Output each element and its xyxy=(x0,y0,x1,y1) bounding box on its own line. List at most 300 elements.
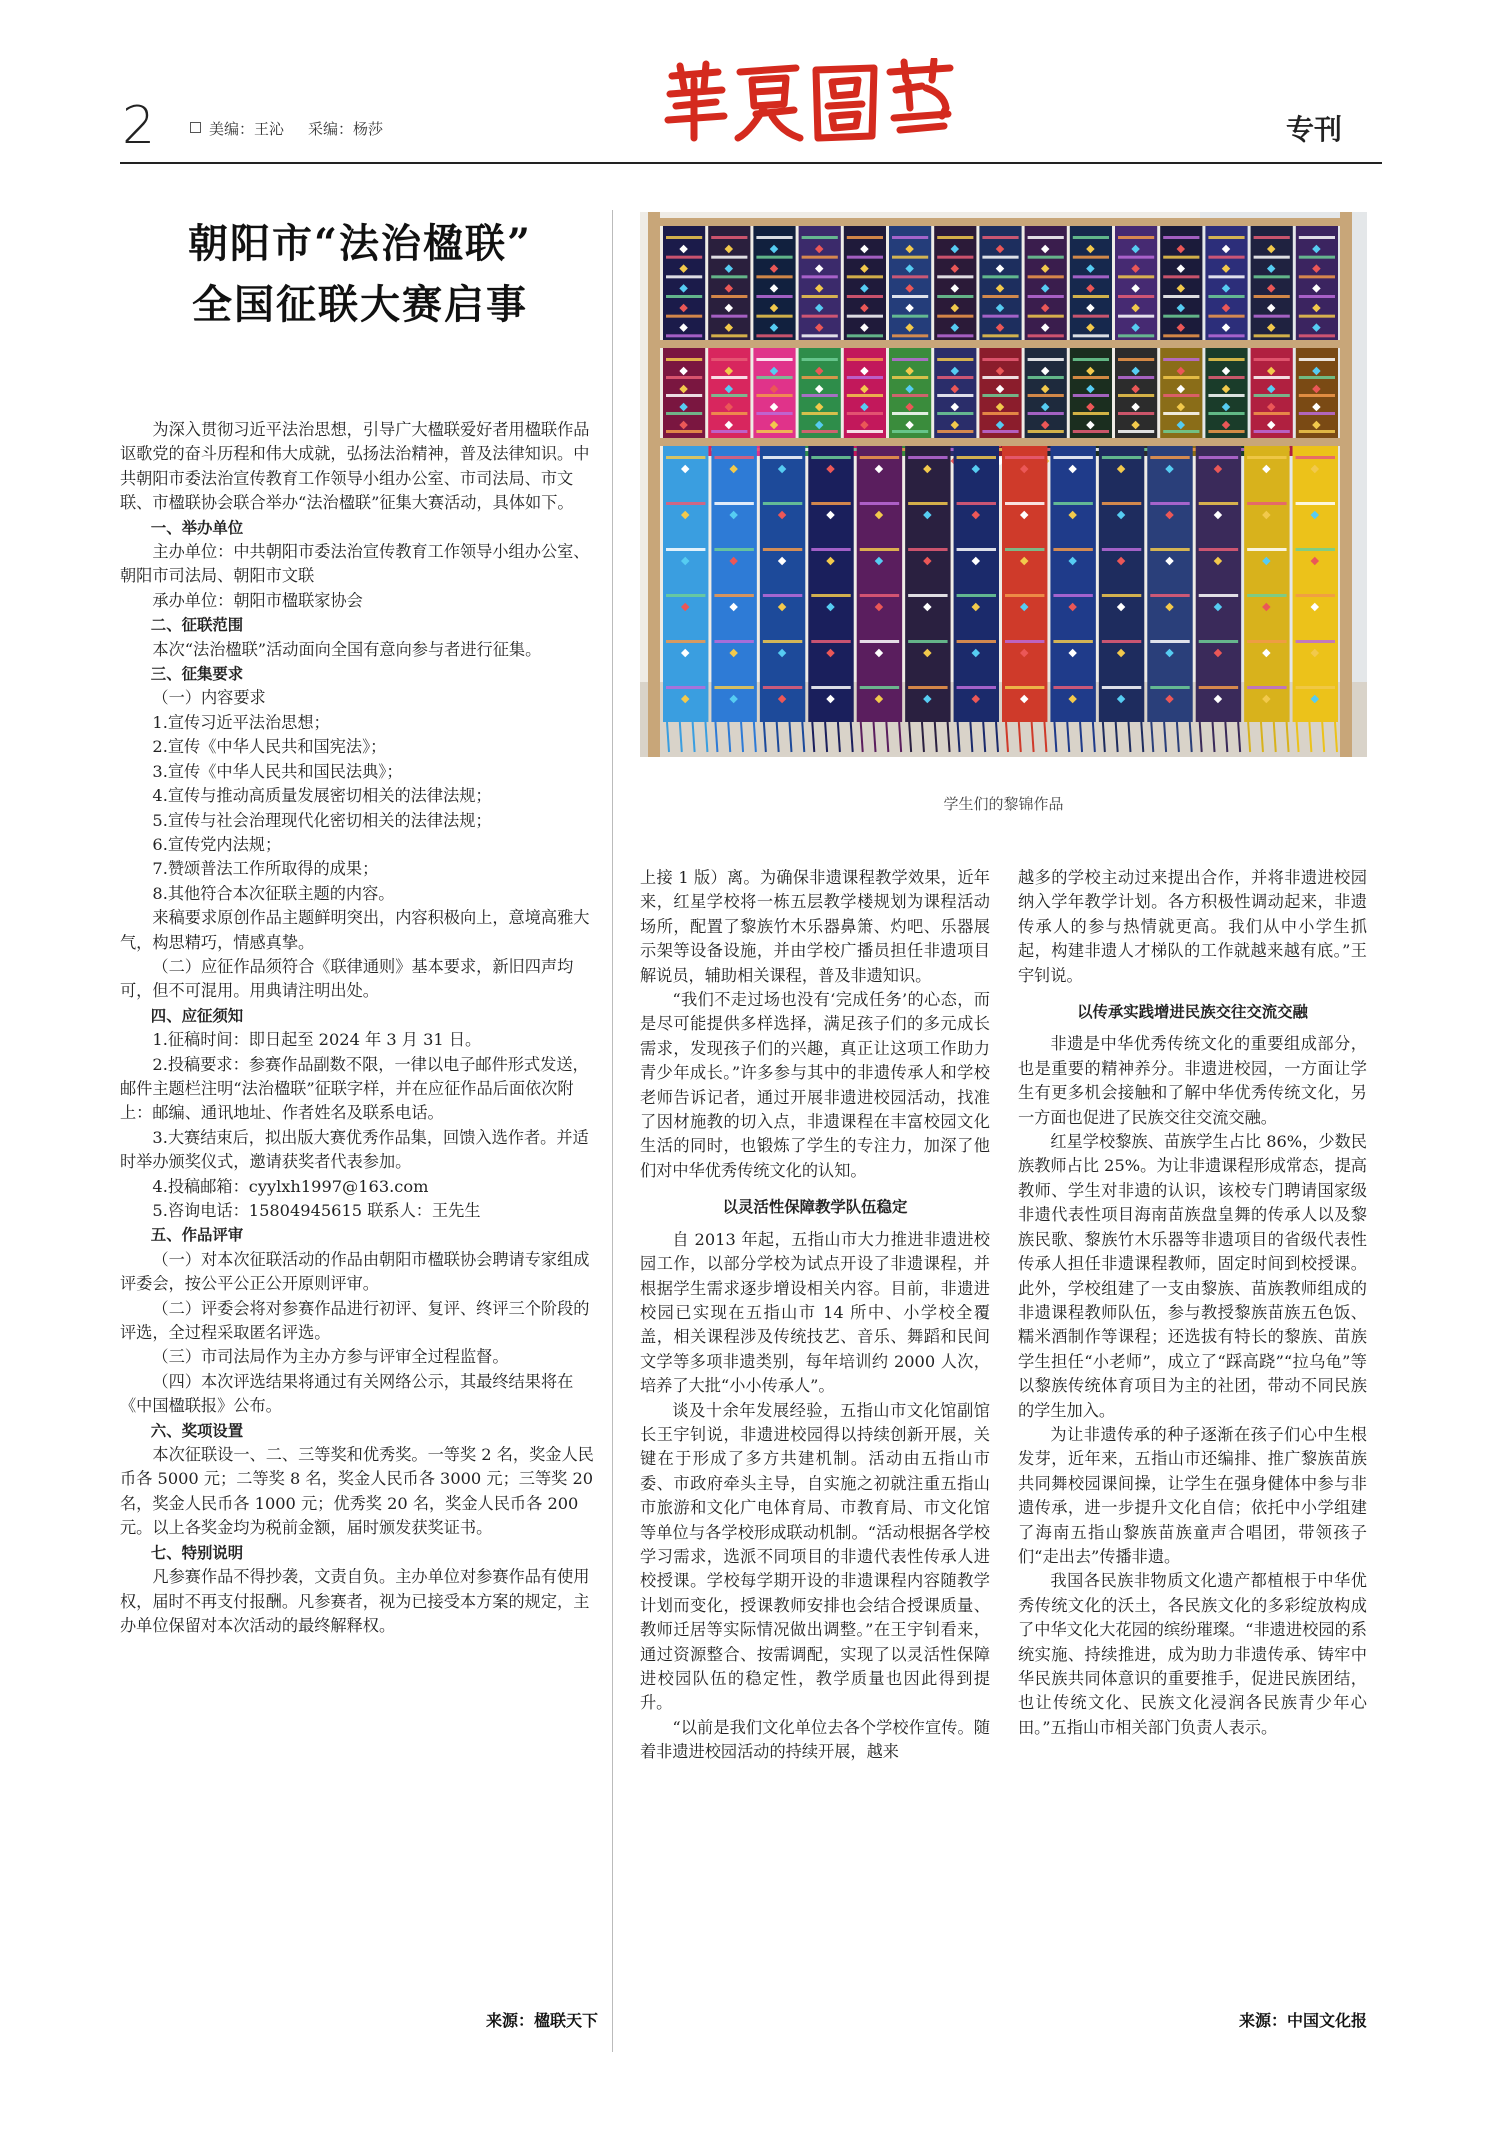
brocade-strip xyxy=(1293,446,1338,722)
brocade-pattern-band xyxy=(937,256,973,259)
brocade-pattern-band xyxy=(1118,275,1154,278)
paragraph: 我国各民族非物质文化遗产都植根于中华优秀传统文化的沃土，各民族文化的多彩绽放构成了中华文化大花园的缤纷璀璨。“非遗进校园的系统实施、持续推进，成为助力非遗传承、铸牢中华民族共同体意识的重要推手，促进民族团结，也让传统文化、民族文化浸润各民族青少年心田。”五指山市相关部门负责人表示。 xyxy=(1018,1571,1367,1737)
brocade-pattern-band xyxy=(1028,376,1064,379)
brocade-pattern-band xyxy=(1073,236,1109,239)
brocade-pattern-band xyxy=(1299,256,1335,259)
paragraph: 越多的学校主动过来提出合作，并将非遗进校园纳入学年教学计划。各方积极性调动起来，非遗传承人的参与热情就更高。我们从中小学生抓起，构建非遗人才梯队的工作就越来越有底。”王宇钊说。 xyxy=(1018,868,1367,985)
brocade-pattern-band xyxy=(714,686,753,689)
list-item: 4.投稿邮箱：cyylxh1997@163.com xyxy=(152,1176,429,1196)
brocade-pattern-band xyxy=(666,358,702,361)
brocade-pattern-band xyxy=(1254,358,1290,361)
brocade-pattern-band xyxy=(908,548,947,551)
brocade-pattern-band xyxy=(756,256,792,259)
brocade-strip xyxy=(711,446,756,722)
list-item: 7.赞颂普法工作所取得的成果； xyxy=(152,859,379,879)
brocade-pattern-band xyxy=(908,686,947,689)
list-item: 8.其他符合本次征联主题的内容。 xyxy=(152,883,395,903)
brocade-pattern-band xyxy=(892,236,928,239)
brocade-pattern-band xyxy=(982,275,1018,278)
brocade-pattern-band xyxy=(1299,358,1335,361)
brocade-pattern-band xyxy=(847,295,883,298)
list-item: （一）对本次征联活动的作品由朝阳市楹联协会聘请专家组成评委会，按公平公正公开原则评审。 xyxy=(120,1249,590,1294)
brocade-pattern-band xyxy=(756,430,792,433)
brocade-pattern-band xyxy=(860,502,899,505)
brocade-pattern-band xyxy=(937,334,973,337)
brocade-pattern-band xyxy=(957,594,996,597)
paragraph: 凡参赛作品不得抄袭，文责自负。主办单位对参赛作品有使用权，届时不再支付报酬。凡参赛者，视为已接受本方案的规定，主办单位保留对本次活动的最终解释权。 xyxy=(120,1567,590,1635)
paragraph: 本次“法治楹联”活动面向全国有意向参与者进行征集。 xyxy=(152,639,542,659)
brocade-pattern-band xyxy=(666,594,705,597)
brocade-pattern-band xyxy=(1254,412,1290,415)
brocade-pattern-band xyxy=(711,315,747,318)
brocade-pattern-band xyxy=(1163,430,1199,433)
masthead-calligraphy-icon xyxy=(660,58,960,142)
editor: 采编：杨莎 xyxy=(308,120,384,138)
brocade-strip xyxy=(808,446,853,722)
left-article-title-line2: 全国征联大赛启事 xyxy=(192,281,528,328)
brocade-pattern-band xyxy=(763,548,802,551)
section-heading: 七、特别说明 xyxy=(150,1543,244,1562)
brocade-pattern-band xyxy=(802,334,838,337)
paragraph: “我们不走过场也没有‘完成任务’的心态，而是尽可能提供多样选择，满足孩子们的多元成长需求，发现孩子们的兴趣，真正让这项工作助力青少年成长。”许多参与其中的非遗传承人和学校老师告诉记者，通过开展非遗进校园活动，找准了因材施教的切入点，非遗课程在丰富校园文化生活的同时，也锻炼了学生的专注力，加深了他们对中华优秀传统文化的认知。 xyxy=(640,990,990,1180)
brocade-pattern-band xyxy=(1163,358,1199,361)
brocade-pattern-band xyxy=(908,640,947,643)
brocade-pattern-band xyxy=(1118,295,1154,298)
brocade-pattern-band xyxy=(666,256,702,259)
brocade-pattern-band xyxy=(763,686,802,689)
brocade-pattern-band xyxy=(802,412,838,415)
brocade-pattern-band xyxy=(937,412,973,415)
brocade-pattern-band xyxy=(1299,412,1335,415)
brocade-pattern-band xyxy=(1199,594,1238,597)
section-label: 专刊 xyxy=(1286,113,1343,146)
brocade-pattern-band xyxy=(666,315,702,318)
brocade-pattern-band xyxy=(1254,256,1290,259)
brocade-pattern-band xyxy=(1150,502,1189,505)
brocade-pattern-band xyxy=(1163,275,1199,278)
brocade-pattern-band xyxy=(1005,456,1044,459)
brocade-pattern-band xyxy=(1073,430,1109,433)
brocade-pattern-band xyxy=(937,358,973,361)
brocade-pattern-band xyxy=(811,594,850,597)
paragraph: 来稿要求原创作品主题鲜明突出，内容积极向上，意境高雅大气，构思精巧，情感真挚。 xyxy=(120,908,590,952)
brocade-pattern-band xyxy=(666,275,702,278)
intro-paragraph: 为深入贯彻习近平法治思想，引导广大楹联爱好者用楹联作品讴歌党的奋斗历程和伟大成就，弘扬法治精神，普及法律知识。中共朝阳市委法治宣传教育工作领导小组办公室、市司法局、市文联、市楹联协会联合举办“法治楹联”征集大赛活动，具体如下。 xyxy=(120,420,590,513)
art-editor: 美编：王沁 xyxy=(209,120,285,138)
brocade-pattern-band xyxy=(1199,456,1238,459)
brocade-pattern-band xyxy=(1028,334,1064,337)
brocade-pattern-band xyxy=(1028,275,1064,278)
brocade-pattern-band xyxy=(1163,236,1199,239)
brocade-pattern-band xyxy=(714,594,753,597)
brocade-pattern-band xyxy=(756,376,792,379)
left-article-body xyxy=(120,418,595,1638)
brocade-pattern-band xyxy=(957,502,996,505)
brocade-pattern-band xyxy=(1299,376,1335,379)
brocade-pattern-band xyxy=(1299,295,1335,298)
brocade-pattern-band xyxy=(711,236,747,239)
brocade-pattern-band xyxy=(756,275,792,278)
list-item: 3.大赛结束后，拟出版大赛优秀作品集，回馈入选作者。并适时举办颁奖仪式，邀请获奖者代表参加。 xyxy=(120,1127,589,1172)
brocade-pattern-band xyxy=(711,394,747,397)
list-item: 5.宣传与社会治理现代化密切相关的法律法规； xyxy=(152,810,492,830)
brocade-pattern-band xyxy=(847,430,883,433)
brocade-pattern-band xyxy=(1028,394,1064,397)
brocade-pattern-band xyxy=(860,548,899,551)
brocade-pattern-band xyxy=(1163,256,1199,259)
paragraph: 承办单位：朝阳市楹联家协会 xyxy=(152,590,363,610)
brocade-pattern-band xyxy=(1208,358,1244,361)
brocade-pattern-band xyxy=(1299,430,1335,433)
brocade-pattern-band xyxy=(711,376,747,379)
brocade-pattern-band xyxy=(666,456,705,459)
header-divider xyxy=(120,162,1382,164)
brocade-pattern-band xyxy=(957,456,996,459)
right-article-source: 来源：中国文化报 xyxy=(1238,2011,1367,2030)
brocade-pattern-band xyxy=(1208,256,1244,259)
brocade-pattern-band xyxy=(957,686,996,689)
brocade-pattern-band xyxy=(1053,456,1092,459)
brocade-pattern-band xyxy=(847,376,883,379)
paragraph: 谈及十余年发展经验，五指山市文化馆副馆长王宇钊说，非遗进校园得以持续创新开展，关键在于形成了多方共建机制。活动由五指山市委、市政府牵头主导，自实施之初就注重五指山市旅游和文化广电体育局、市教育局、市文化馆等单位与各学校形成联动机制。“活动根据各学校学习需求，选派不同项目的非遗代表性传承人进校授课。学校每学期开设的非遗课程内容随教学计划而变化，授课教师安排也会结合授课质量、教师迁居等实际情况做出调整。”在王宇钊看来，通过资源整合、按需调配，实现了以灵活性保障进校园队伍的稳定性，教学质量也因此得到提升。 xyxy=(640,1400,990,1713)
brocade-pattern-band xyxy=(892,358,928,361)
brocade-pattern-band xyxy=(756,394,792,397)
brocade-pattern-band xyxy=(1299,315,1335,318)
brocade-pattern-band xyxy=(1208,275,1244,278)
brocade-pattern-band xyxy=(666,236,702,239)
brocade-strip xyxy=(760,446,805,722)
brocade-pattern-band xyxy=(1118,236,1154,239)
right-article-column-2 xyxy=(1018,866,1367,1740)
brocade-pattern-band xyxy=(1296,686,1335,689)
brocade-pattern-band xyxy=(1199,502,1238,505)
brocade-pattern-band xyxy=(982,315,1018,318)
brocade-pattern-band xyxy=(756,315,792,318)
brocade-pattern-band xyxy=(1118,412,1154,415)
brocade-pattern-band xyxy=(802,256,838,259)
brocade-pattern-band xyxy=(1247,502,1286,505)
list-item: （二）评委会将对参赛作品进行初评、复评、终评三个阶段的评选，全过程采取匿名评选。 xyxy=(120,1298,590,1343)
brocade-strip xyxy=(663,446,708,722)
masthead-logo xyxy=(660,58,960,142)
brocade-pattern-band xyxy=(1102,548,1141,551)
brocade-pattern-band xyxy=(1118,358,1154,361)
list-item: 4.宣传与推动高质量发展密切相关的法律法规； xyxy=(152,786,492,806)
brocade-pattern-band xyxy=(756,236,792,239)
brocade-pattern-band xyxy=(714,640,753,643)
brocade-pattern-band xyxy=(957,548,996,551)
brocade-pattern-band xyxy=(1247,640,1286,643)
section-heading: 二、征联范围 xyxy=(150,616,244,635)
brocade-pattern-band xyxy=(1150,456,1189,459)
brocade-pattern-band xyxy=(756,412,792,415)
brocade-pattern-band xyxy=(802,275,838,278)
brocade-pattern-band xyxy=(1073,256,1109,259)
brocade-pattern-band xyxy=(1053,502,1092,505)
section-heading: 四、应征须知 xyxy=(150,1006,244,1025)
brocade-pattern-band xyxy=(1299,394,1335,397)
brocade-pattern-band xyxy=(811,456,850,459)
brocade-pattern-band xyxy=(1028,358,1064,361)
brocade-pattern-band xyxy=(937,236,973,239)
brocade-pattern-band xyxy=(1118,256,1154,259)
brocade-pattern-band xyxy=(860,594,899,597)
list-item: （四）本次评选结果将通过有关网络公示，其最终结果将在《中国楹联报》公布。 xyxy=(120,1371,574,1416)
brocade-pattern-band xyxy=(847,394,883,397)
list-item: 2.宣传《中华人民共和国宪法》； xyxy=(152,737,387,757)
brocade-pattern-band xyxy=(802,394,838,397)
paragraph: 自 2013 年起，五指山市大力推进非遗进校园工作，以部分学校为试点开设了非遗课程，并根据学生需求逐步增设相关内容。目前，非遗进校园已实现在五指山市 14 所中、小学校全覆盖，相关课程涉及传统技艺、音乐、舞蹈和民间文学等多项非遗类别，每年培训约 2000 人次，培养了大批“小小传承人”。 xyxy=(640,1229,990,1396)
brocade-pattern-band xyxy=(711,358,747,361)
brocade-pattern-band xyxy=(666,686,705,689)
brocade-pattern-band xyxy=(1028,412,1064,415)
brocade-pattern-band xyxy=(937,295,973,298)
brocade-pattern-band xyxy=(1208,394,1244,397)
brocade-pattern-band xyxy=(1299,275,1335,278)
brocade-pattern-band xyxy=(982,376,1018,379)
brocade-pattern-band xyxy=(892,334,928,337)
brocade-strip xyxy=(857,446,902,722)
brocade-strip xyxy=(954,446,999,722)
brocade-pattern-band xyxy=(1296,502,1335,505)
brocade-pattern-band xyxy=(1150,686,1189,689)
brocade-pattern-band xyxy=(1208,334,1244,337)
paragraph: 主办单位：中共朝阳市委法治宣传教育工作领导小组办公室、朝阳市司法局、朝阳市文联 xyxy=(120,542,590,586)
brocade-pattern-band xyxy=(756,334,792,337)
brocade-pattern-band xyxy=(982,430,1018,433)
brocade-strip xyxy=(1244,446,1289,722)
brocade-pattern-band xyxy=(937,376,973,379)
brocade-pattern-band xyxy=(847,236,883,239)
brocade-pattern-band xyxy=(811,640,850,643)
brocade-pattern-band xyxy=(1163,376,1199,379)
brocade-pattern-band xyxy=(1208,412,1244,415)
brocade-pattern-band xyxy=(1118,430,1154,433)
brocade-pattern-band xyxy=(892,376,928,379)
brocade-pattern-band xyxy=(714,548,753,551)
paragraph: （二）应征作品须符合《联律通则》基本要求，新旧四声均可，但不可混用。用典请注明出处。 xyxy=(120,956,574,1001)
brocade-pattern-band xyxy=(666,548,705,551)
list-item: 3.宣传《中华人民共和国民法典》； xyxy=(152,761,403,781)
brocade-pattern-band xyxy=(1005,640,1044,643)
brocade-pattern-band xyxy=(1254,275,1290,278)
paragraph: 非遗是中华优秀传统文化的重要组成部分，也是重要的精神养分。非遗进校园，一方面让学生有更多机会接触和了解中华优秀传统文化，另一方面也促进了民族交往交流交融。 xyxy=(1018,1034,1367,1127)
brocade-pattern-band xyxy=(1247,548,1286,551)
brocade-strip xyxy=(1147,446,1192,722)
brocade-pattern-band xyxy=(1150,594,1189,597)
brocade-pattern-band xyxy=(1102,456,1141,459)
brocade-pattern-band xyxy=(1053,548,1092,551)
left-article-title-line1: 朝阳市“法治楹联” xyxy=(187,220,532,267)
brocade-pattern-band xyxy=(811,502,850,505)
brocade-pattern-band xyxy=(1118,394,1154,397)
brocade-pattern-band xyxy=(892,295,928,298)
brocade-pattern-band xyxy=(982,394,1018,397)
brocade-pattern-band xyxy=(811,686,850,689)
brocade-pattern-band xyxy=(982,256,1018,259)
list-item: 1.宣传习近平法治思想； xyxy=(152,712,330,732)
brocade-pattern-band xyxy=(892,430,928,433)
brocade-pattern-band xyxy=(1208,376,1244,379)
list-item: 6.宣传党内法规； xyxy=(152,834,282,854)
list-item: （一）内容要求 xyxy=(152,688,266,708)
column-divider xyxy=(612,210,613,2052)
brocade-pattern-band xyxy=(714,502,753,505)
brocade-pattern-band xyxy=(763,640,802,643)
brocade-pattern-band xyxy=(908,456,947,459)
brocade-pattern-band xyxy=(1208,295,1244,298)
brocade-pattern-band xyxy=(908,594,947,597)
brocade-pattern-band xyxy=(1254,236,1290,239)
paragraph: 红星学校黎族、苗族学生占比 86%，少数民族教师占比 25%。为让非遗课程形成常态，提高教师、学生对非遗的认识，该校专门聘请国家级非遗代表性项目海南苗族盘皇舞的传承人以及黎族民歌、黎族竹木乐器等非遗项目的省级代表性传承人担任非遗课程教师，固定时间到校授课。此外，学校组建了一支由黎族、苗族教师组成的非遗课程教师队伍，参与教授黎族苗族五色饭、糯米酒制作等课程；还选拔有特长的黎族、苗族学生担任“小老师”，成立了“踩高跷”“拉乌龟”等以黎族传统体育项目为主的社团，带动不同民族的学生加入。 xyxy=(1018,1132,1367,1420)
subheading: 以传承实践增进民族交往交流交融 xyxy=(1077,1003,1308,1022)
brocade-pattern-band xyxy=(714,456,753,459)
brocade-pattern-band xyxy=(1053,686,1092,689)
brocade-pattern-band xyxy=(711,412,747,415)
brocade-pattern-band xyxy=(1073,394,1109,397)
brocade-pattern-band xyxy=(892,315,928,318)
brocade-pattern-band xyxy=(937,394,973,397)
brocade-pattern-band xyxy=(1150,640,1189,643)
brocade-pattern-band xyxy=(666,412,702,415)
brocade-pattern-band xyxy=(937,275,973,278)
brocade-pattern-band xyxy=(1073,275,1109,278)
brocade-pattern-band xyxy=(1073,376,1109,379)
brocade-pattern-band xyxy=(1299,236,1335,239)
brocade-pattern-band xyxy=(1299,334,1335,337)
brocade-pattern-band xyxy=(1208,430,1244,433)
brocade-pattern-band xyxy=(1073,412,1109,415)
brocade-pattern-band xyxy=(756,295,792,298)
brocade-pattern-band xyxy=(1296,640,1335,643)
brocade-pattern-band xyxy=(1254,376,1290,379)
brocade-strip xyxy=(1002,446,1047,722)
subheading: 以灵活性保障教学队伍稳定 xyxy=(722,1198,908,1217)
brocade-pattern-band xyxy=(847,334,883,337)
brocade-pattern-band xyxy=(1199,686,1238,689)
brocade-pattern-band xyxy=(666,502,705,505)
brocade-pattern-band xyxy=(1028,295,1064,298)
brocade-pattern-band xyxy=(1163,334,1199,337)
brocade-pattern-band xyxy=(1028,315,1064,318)
brocade-pattern-band xyxy=(1199,548,1238,551)
section-heading: 一、举办单位 xyxy=(150,518,244,537)
list-item: （三）市司法局作为主办方参与评审全过程监督。 xyxy=(152,1347,509,1367)
brocade-strip xyxy=(1196,446,1241,722)
editor-credits xyxy=(190,118,383,139)
brocade-pattern-band xyxy=(1199,640,1238,643)
list-item: 5.咨询电话：15804945615 联系人：王先生 xyxy=(152,1201,481,1220)
brocade-pattern-band xyxy=(666,295,702,298)
brocade-pattern-band xyxy=(802,236,838,239)
brocade-pattern-band xyxy=(1163,412,1199,415)
brocade-pattern-band xyxy=(1102,594,1141,597)
brocade-pattern-band xyxy=(711,256,747,259)
brocade-pattern-band xyxy=(711,430,747,433)
brocade-pattern-band xyxy=(1296,548,1335,551)
right-article-column-1 xyxy=(640,866,990,1765)
brocade-pattern-band xyxy=(847,275,883,278)
brocade-pattern-band xyxy=(666,640,705,643)
brocade-pattern-band xyxy=(847,412,883,415)
brocade-photo xyxy=(640,212,1367,757)
brocade-pattern-band xyxy=(763,502,802,505)
brocade-pattern-band xyxy=(1118,376,1154,379)
brocade-pattern-band xyxy=(1254,430,1290,433)
brocade-pattern-band xyxy=(1118,334,1154,337)
brocade-pattern-band xyxy=(860,456,899,459)
brocade-pattern-band xyxy=(802,315,838,318)
brocade-pattern-band xyxy=(1254,295,1290,298)
photo-caption: 学生们的黎锦作品 xyxy=(943,795,1064,813)
brocade-pattern-band xyxy=(1163,295,1199,298)
brocade-pattern-band xyxy=(1053,640,1092,643)
page-number: 2 xyxy=(122,96,156,156)
brocade-pattern-band xyxy=(957,640,996,643)
brocade-pattern-band xyxy=(982,295,1018,298)
brocade-pattern-band xyxy=(1005,594,1044,597)
brocade-pattern-band xyxy=(666,430,702,433)
brocade-pattern-band xyxy=(711,295,747,298)
left-article-source: 来源：楹联天下 xyxy=(485,2011,598,2030)
paragraph: “以前是我们文化单位去各个学校作宣传。随着非遗进校园活动的持续开展，越来 xyxy=(640,1717,990,1762)
brocade-pattern-band xyxy=(802,376,838,379)
brocade-strip xyxy=(1099,446,1144,722)
paragraph: 为让非遗传承的种子逐渐在孩子们心中生根发芽，近年来，五指山市还编排、推广黎族苗族共同舞校园课间操，让学生在强身健体中参与非遗传承，进一步提升文化自信；依托中小学组建了海南五指山黎族苗族童声合唱团，带领孩子们“走出去”传播非遗。 xyxy=(1018,1424,1367,1566)
brocade-pattern-band xyxy=(1028,430,1064,433)
brocade-pattern-band xyxy=(937,430,973,433)
brocade-pattern-band xyxy=(1102,640,1141,643)
brocade-pattern-band xyxy=(892,394,928,397)
section-heading: 五、作品评审 xyxy=(150,1226,244,1245)
brocade-pattern-band xyxy=(1005,548,1044,551)
brocade-pattern-band xyxy=(937,315,973,318)
section-heading: 三、征集要求 xyxy=(150,665,244,684)
brocade-pattern-band xyxy=(1247,594,1286,597)
brocade-pattern-band xyxy=(1208,236,1244,239)
brocade-pattern-band xyxy=(982,412,1018,415)
brocade-pattern-band xyxy=(1118,315,1154,318)
brocade-pattern-band xyxy=(1028,256,1064,259)
brocade-pattern-band xyxy=(982,358,1018,361)
brocade-pattern-band xyxy=(892,412,928,415)
brocade-pattern-band xyxy=(1073,315,1109,318)
brocade-pattern-band xyxy=(1247,686,1286,689)
brocade-pattern-band xyxy=(1247,456,1286,459)
brocade-pattern-band xyxy=(982,334,1018,337)
brocade-pattern-band xyxy=(811,548,850,551)
brocade-pattern-band xyxy=(711,334,747,337)
brocade-pattern-band xyxy=(1005,686,1044,689)
brocade-pattern-band xyxy=(1102,502,1141,505)
paragraph: 本次征联设一、二、三等奖和优秀奖。一等奖 2 名，奖金人民币各 5000 元；二等奖 8 名，奖金人民币各 3000 元；三等奖 20 名，奖金人民币各 1000 元；优秀奖 20 名，奖金人民币各 200 元。以上各奖金均为税前金额，届时颁发获奖证书。 xyxy=(120,1445,594,1538)
brocade-pattern-band xyxy=(847,315,883,318)
brocade-pattern-band xyxy=(763,456,802,459)
brocade-pattern-band xyxy=(1073,334,1109,337)
brocade-pattern-band xyxy=(860,640,899,643)
paragraph: 上接 1 版）离。为确保非遗课程教学效果，近年来，红星学校将一栋五层教学楼规划为课程活动场所，配置了黎族竹木乐器鼻箫、灼吧、乐器展示架等设备设施，并由学校广播员担任非遗项目解说员，辅助相关课程，普及非遗知识。 xyxy=(640,868,990,985)
brocade-pattern-band xyxy=(1254,394,1290,397)
brocade-pattern-band xyxy=(1073,358,1109,361)
list-item: 1.征稿时间：即日起至 2024 年 3 月 31 日。 xyxy=(152,1030,482,1050)
brocade-pattern-band xyxy=(666,334,702,337)
brocade-pattern-band xyxy=(1163,315,1199,318)
brocade-pattern-band xyxy=(1005,502,1044,505)
brocade-pattern-band xyxy=(847,256,883,259)
brocade-pattern-band xyxy=(1296,594,1335,597)
brocade-strip xyxy=(1050,446,1095,722)
brocade-strip xyxy=(905,446,950,722)
